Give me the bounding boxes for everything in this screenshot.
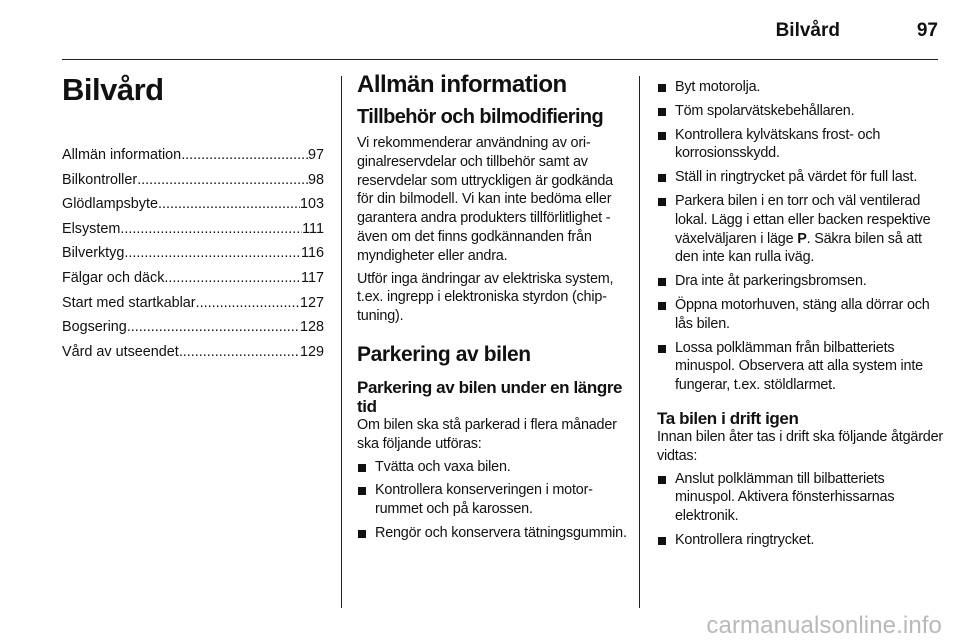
toc-entry-label: Start med startkablar (62, 294, 196, 311)
toc-entry[interactable] (62, 244, 324, 262)
parking-bullet-list-final (657, 272, 945, 395)
toc-leader-dots (181, 146, 308, 164)
toc-entry[interactable] (62, 269, 324, 287)
paragraph-accessories: Vi rekommenderar användning av originalreservdelar och tillbehör samt av reservdelar som uttryckligen är godkända för din bilmodell. Vi kan inte bedöma eller garantera andra produkters tillförlitlighet - även om det finns godkännanden från myndigheter eller andra. (357, 135, 613, 264)
column-divider-1 (341, 76, 342, 608)
toc-entry-page: 111 (302, 220, 324, 237)
toc-entry[interactable] (62, 294, 324, 312)
list-item: Rengör och konservera tätningsgummin. (357, 524, 627, 543)
subheading-return-to-service: Ta bilen i drift igen (657, 408, 799, 428)
running-header-title: Bilvård (775, 20, 840, 41)
toc-entry-label: Bilverktyg (62, 245, 125, 262)
list-item: Öppna motorhuven, stäng alla dörrar och lås bilen. (657, 296, 945, 334)
list-item-text: . Säkra bilen så att den inte kan rulla iväg. (675, 230, 922, 266)
toc-entry-label: Bilkontroller (62, 171, 138, 188)
toc-entry[interactable] (62, 343, 324, 361)
toc-entry-label: Fälgar och däck (62, 269, 165, 286)
toc-entry[interactable] (62, 220, 324, 238)
toc-entry-page: 98 (307, 171, 324, 188)
parking-bullet-list-continued (657, 78, 945, 187)
page-header (0, 0, 960, 62)
toc-column (62, 70, 324, 367)
list-item (657, 192, 945, 267)
toc-leader-dots (124, 244, 301, 262)
toc-leader-dots (196, 294, 300, 312)
toc-entry-label: Allmän information (62, 147, 182, 163)
content-column-2 (357, 70, 627, 548)
toc-entry[interactable] (62, 318, 324, 336)
toc-entry-page: 103 (299, 196, 324, 213)
list-item: Dra inte åt parkeringsbromsen. (657, 272, 945, 291)
gear-position-p: P (797, 230, 807, 247)
page-number: 97 (916, 20, 938, 41)
list-item: Töm spolarvätskebehållaren. (657, 102, 945, 121)
header-divider (62, 59, 938, 60)
subheading-accessories: Tillbehör och bilmodifiering (357, 106, 604, 128)
section-heading-parking: Parkering av bilen (357, 342, 531, 366)
toc-entry[interactable] (62, 195, 324, 213)
toc-leader-dots (137, 171, 308, 189)
list-item: Anslut polklämman till bilbatteriets minuspol. Aktivera fönsterhissarnas elektronik. (657, 470, 945, 526)
list-item: Byt motorolja. (657, 78, 945, 97)
parking-position-bullet-list (657, 192, 945, 267)
toc-list (62, 146, 324, 361)
watermark: carmanualsonline.info (706, 612, 942, 639)
chapter-title: Bilvård (62, 72, 164, 107)
toc-entry-page: 116 (301, 245, 324, 262)
toc-entry[interactable] (62, 171, 324, 189)
parking-bullet-list (357, 458, 627, 543)
toc-entry-page: 117 (301, 269, 324, 286)
toc-entry-label: Bogsering (62, 319, 127, 336)
content-column-3 (657, 70, 945, 555)
list-item-text: Parkera bilen i en torr och väl ventilerad lokal. Lägg i ettan eller backen respektive växelväljaren i läge (675, 192, 931, 247)
toc-entry-page: 128 (299, 319, 324, 336)
toc-entry-label: Elsystem (62, 220, 121, 237)
list-item: Tvätta och vaxa bilen. (357, 458, 627, 477)
list-item: Kontrollera konserveringen i motorrummet och på karossen. (357, 481, 627, 519)
return-bullet-list (657, 470, 945, 550)
toc-entry-page: 97 (307, 147, 324, 163)
subheading-long-parking: Parkering av bilen under en längre tid (357, 377, 623, 416)
section-heading-general-info: Allmän information (357, 71, 567, 98)
list-item: Kontrollera ringtrycket. (657, 531, 945, 550)
toc-entry-label: Vård av utseendet (62, 343, 179, 360)
toc-entry[interactable] (62, 146, 324, 164)
list-item: Ställ in ringtrycket på värdet för full last. (657, 168, 945, 187)
toc-entry-label: Glödlampsbyte (62, 196, 158, 213)
paragraph-long-parking: Om bilen ska stå parkerad i flera månader ska följande utföras: (357, 416, 617, 452)
toc-leader-dots (120, 220, 302, 238)
list-item: Lossa polklämman från bilbatteriets minuspol. Observera att alla system inte fungerar, t.ex. stöldlarmet. (657, 339, 945, 395)
toc-entry-page: 129 (299, 343, 324, 360)
toc-entry-page: 127 (299, 294, 324, 311)
list-item: Kontrollera kylvätskans frost- och korrosionsskydd. (657, 126, 945, 164)
toc-leader-dots (164, 269, 301, 287)
toc-leader-dots (127, 318, 300, 336)
toc-leader-dots (158, 195, 300, 213)
toc-leader-dots (179, 343, 300, 361)
paragraph-return-to-service: Innan bilen åter tas i drift ska följande åtgärder vidtas: (657, 428, 943, 464)
column-divider-2 (639, 76, 640, 608)
paragraph-electrical: Utför inga ändringar av elektriska system, t.ex. ingrepp i elektroniska styrdon (chip-tuning). (357, 270, 614, 325)
